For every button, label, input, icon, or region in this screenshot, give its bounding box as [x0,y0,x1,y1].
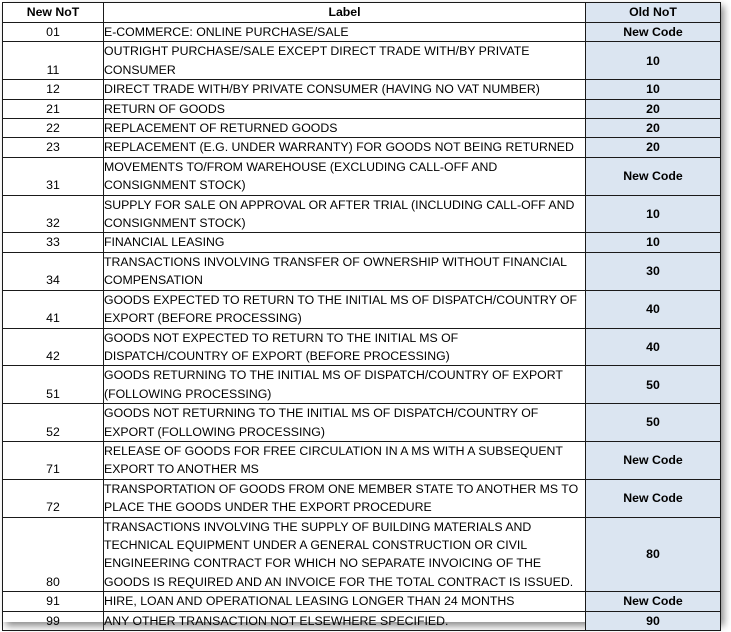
old-not-cell: 40 [586,328,721,366]
label-cell: GOODS EXPECTED TO RETURN TO THE INITIAL MS OF DISPATCH/COUNTRY OF EXPORT (BEFORE PROCESSING) [104,290,586,328]
table-header [3,3,721,23]
label-cell: TRANSPORTATION OF GOODS FROM ONE MEMBER STATE TO ANOTHER MS TO PLACE THE GOODS UNDER THE EXPORT PROCEDURE [104,479,586,517]
label-cell: ANY OTHER TRANSACTION NOT ELSEWHERE SPECIFIED. [104,611,586,630]
new-not-cell: 91 [3,592,104,611]
table-row [3,233,721,252]
table-row [3,441,721,479]
table-row [3,195,721,233]
old-not-cell: New Code [586,479,721,517]
label-cell: GOODS RETURNING TO THE INITIAL MS OF DISPATCH/COUNTRY OF EXPORT (FOLLOWING PROCESSING) [104,366,586,404]
old-not-cell: 30 [586,252,721,290]
table-row [3,119,721,138]
new-not-cell: 33 [3,233,104,252]
header-label: Label [104,3,586,23]
new-not-cell: 34 [3,252,104,290]
header-old-not: Old NoT [586,3,721,23]
label-cell: MOVEMENTS TO/FROM WAREHOUSE (EXCLUDING CALL-OFF AND CONSIGNMENT STOCK) [104,157,586,195]
old-not-cell: 50 [586,404,721,442]
old-not-cell: 90 [586,611,721,630]
new-not-cell: 99 [3,611,104,630]
table-row [3,366,721,404]
table-row [3,99,721,118]
new-not-cell: 71 [3,441,104,479]
table-row [3,479,721,517]
label-cell: E-COMMERCE: ONLINE PURCHASE/SALE [104,23,586,42]
old-not-cell: New Code [586,157,721,195]
label-cell: REPLACEMENT OF RETURNED GOODS [104,119,586,138]
old-not-cell: 40 [586,290,721,328]
label-cell: DIRECT TRADE WITH/BY PRIVATE CONSUMER (HAVING NO VAT NUMBER) [104,80,586,99]
old-not-cell: 20 [586,99,721,118]
new-not-cell: 23 [3,138,104,157]
label-cell: RELEASE OF GOODS FOR FREE CIRCULATION IN A MS WITH A SUBSEQUENT EXPORT TO ANOTHER MS [104,441,586,479]
old-not-cell: 50 [586,366,721,404]
table-row [3,42,721,80]
new-not-cell: 11 [3,42,104,80]
new-not-cell: 31 [3,157,104,195]
table-row [3,328,721,366]
new-not-cell: 32 [3,195,104,233]
new-not-cell: 72 [3,479,104,517]
label-cell: REPLACEMENT (E.G. UNDER WARRANTY) FOR GOODS NOT BEING RETURNED [104,138,586,157]
table-row [3,592,721,611]
old-not-cell: 10 [586,80,721,99]
table-row [3,157,721,195]
table-row [3,404,721,442]
old-not-cell: 10 [586,233,721,252]
new-not-cell: 21 [3,99,104,118]
nature-of-transaction-table-frame [2,2,720,628]
table-row [3,23,721,42]
table-row [3,138,721,157]
label-cell: GOODS NOT EXPECTED TO RETURN TO THE INITIAL MS OF DISPATCH/COUNTRY OF EXPORT (BEFORE PROCESSING) [104,328,586,366]
label-cell: FINANCIAL LEASING [104,233,586,252]
old-not-cell: New Code [586,23,721,42]
old-not-cell: 10 [586,42,721,80]
new-not-cell: 42 [3,328,104,366]
old-not-cell: New Code [586,441,721,479]
old-not-cell: New Code [586,592,721,611]
old-not-cell: 20 [586,119,721,138]
table-row [3,611,721,630]
label-cell: HIRE, LOAN AND OPERATIONAL LEASING LONGER THAN 24 MONTHS [104,592,586,611]
new-not-cell: 41 [3,290,104,328]
new-not-cell: 22 [3,119,104,138]
table-row [3,80,721,99]
header-new-not: New NoT [3,3,104,23]
label-cell: RETURN OF GOODS [104,99,586,118]
table-body [3,23,721,631]
label-cell: GOODS NOT RETURNING TO THE INITIAL MS OF DISPATCH/COUNTRY OF EXPORT (FOLLOWING PROCESSING) [104,404,586,442]
table-row [3,252,721,290]
new-not-cell: 51 [3,366,104,404]
label-cell: TRANSACTIONS INVOLVING TRANSFER OF OWNERSHIP WITHOUT FINANCIAL COMPENSATION [104,252,586,290]
old-not-cell: 10 [586,195,721,233]
new-not-cell: 01 [3,23,104,42]
old-not-cell: 20 [586,138,721,157]
new-not-cell: 12 [3,80,104,99]
label-cell: SUPPLY FOR SALE ON APPROVAL OR AFTER TRIAL (INCLUDING CALL-OFF AND CONSIGNMENT STOCK) [104,195,586,233]
table-row [3,290,721,328]
label-cell: OUTRIGHT PURCHASE/SALE EXCEPT DIRECT TRADE WITH/BY PRIVATE CONSUMER [104,42,586,80]
label-cell: TRANSACTIONS INVOLVING THE SUPPLY OF BUILDING MATERIALS AND TECHNICAL EQUIPMENT UNDER A GENERAL CONSTRUCTION OR CIVIL ENGINEERING CONTRACT FOR WHICH NO SEPARATE INVOICING OF THE GOODS IS REQUIRED AND AN INVOICE FOR THE TOTAL CONTRACT IS ISSUED. [104,517,586,592]
new-not-cell: 52 [3,404,104,442]
table-row [3,517,721,592]
old-not-cell: 80 [586,517,721,592]
nature-of-transaction-table [2,2,721,631]
header-row [3,3,721,23]
new-not-cell: 80 [3,517,104,592]
